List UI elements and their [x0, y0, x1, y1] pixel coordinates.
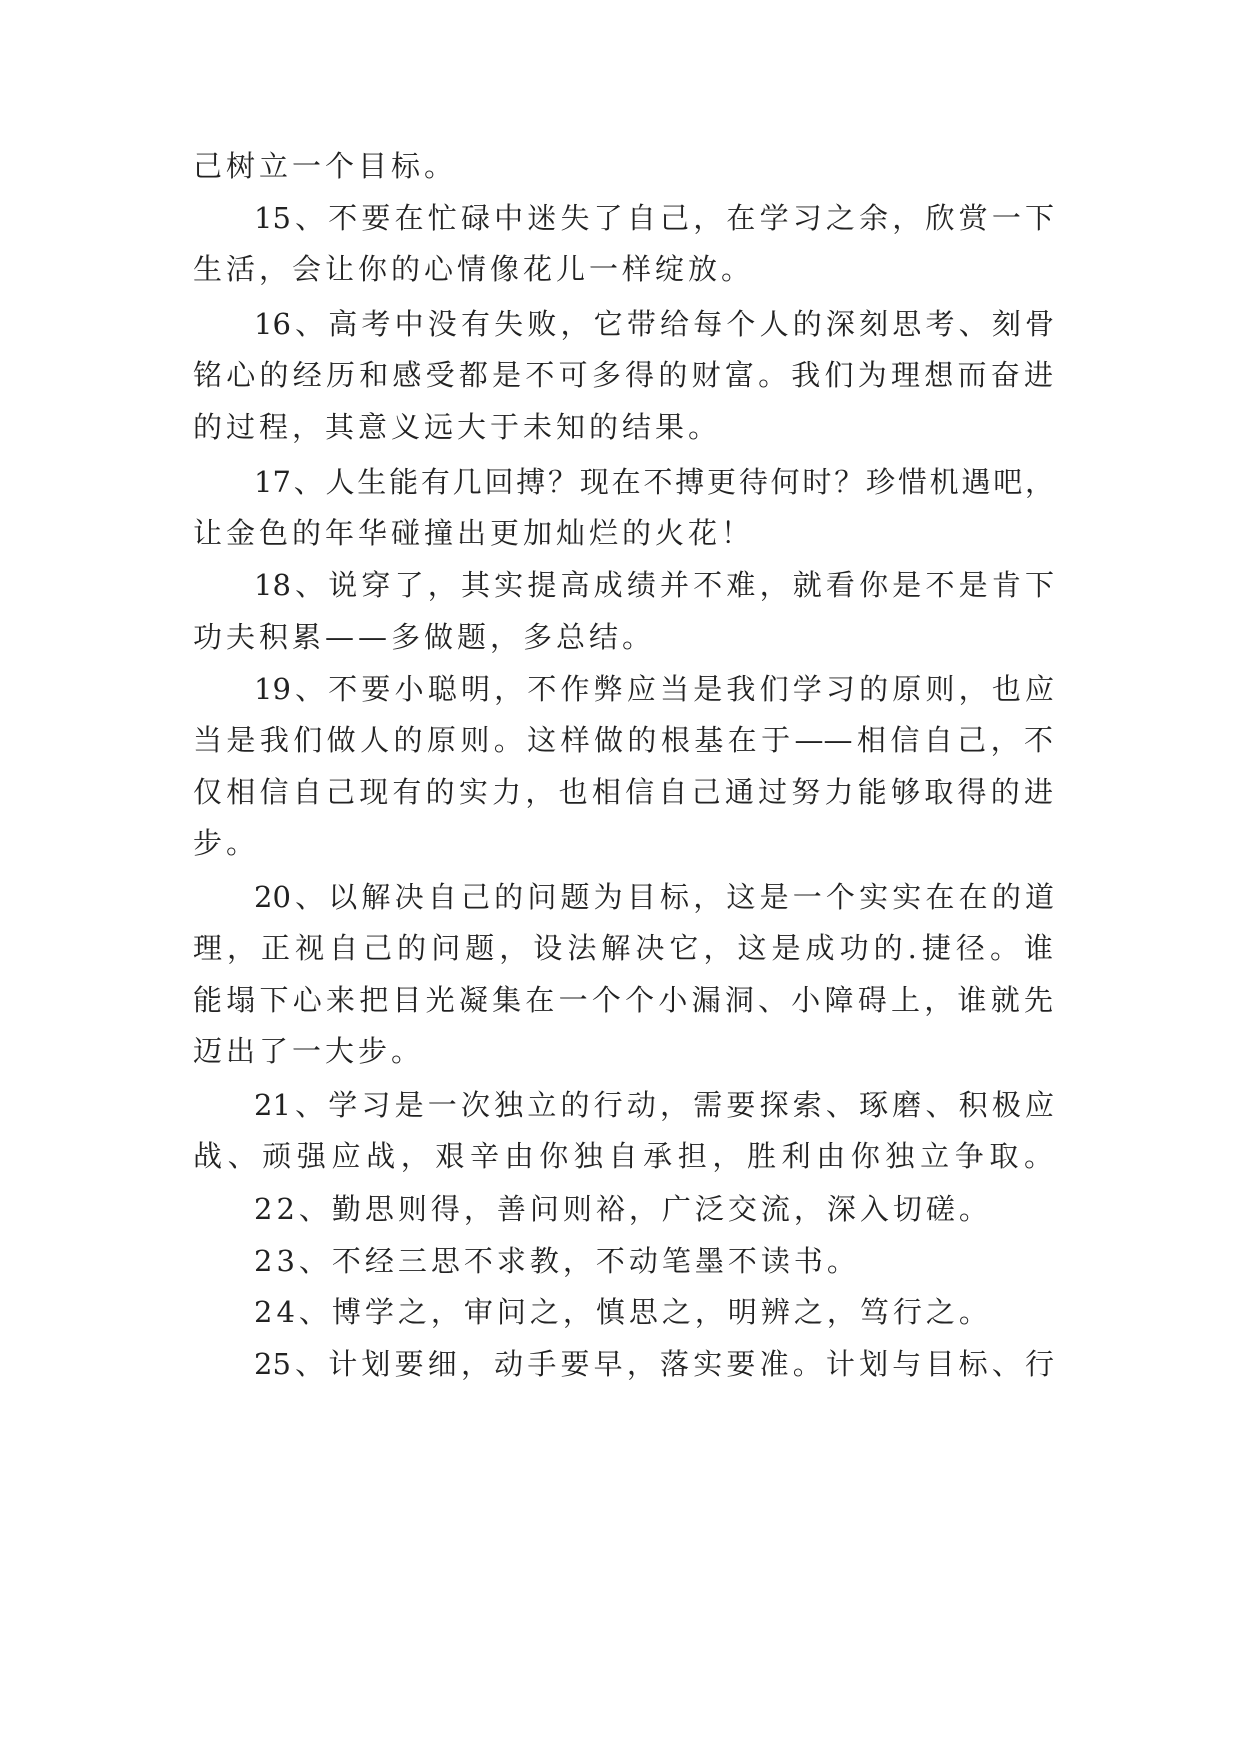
text-line: 仅相信自己现有的实力，也相信自己通过努力能够取得的进	[193, 775, 1053, 809]
text-line: 生活，会让你的心情像花儿一样绽放。	[193, 252, 755, 286]
text-line: 当是我们做人的原则。这样做的根基在于——相信自己，不	[193, 723, 1053, 757]
text-line: 16、高考中没有失败，它带给每个人的深刻思考、刻骨	[254, 307, 1054, 341]
text-line: 17、人生能有几回搏？现在不搏更待何时？珍惜机遇吧，	[254, 465, 1054, 499]
text-line: 能塌下心来把目光凝集在一个个小漏洞、小障碍上，谁就先	[193, 983, 1053, 1017]
text-line: 23、不经三思不求教，不动笔墨不读书。	[254, 1244, 860, 1278]
text-line: 15、不要在忙碌中迷失了自己，在学习之余，欣赏一下	[254, 201, 1054, 235]
text-line: 18、说穿了，其实提高成绩并不难，就看你是不是肯下	[254, 568, 1054, 602]
text-line: 19、不要小聪明，不作弊应当是我们学习的原则，也应	[254, 672, 1054, 706]
text-line: 24、博学之，审问之，慎思之，明辨之，笃行之。	[254, 1295, 992, 1329]
text-line: 20、以解决自己的问题为目标，这是一个实实在在的道	[254, 880, 1054, 914]
text-line: 25、计划要细，动手要早，落实要准。计划与目标、行	[254, 1347, 1054, 1381]
text-line: 迈出了一大步。	[193, 1034, 425, 1068]
text-line: 理，正视自己的问题，设法解决它，这是成功的.捷径。谁	[193, 931, 1053, 965]
text-line: 21、学习是一次独立的行动，需要探索、琢磨、积极应	[254, 1088, 1054, 1122]
text-line: 己树立一个目标。	[193, 149, 458, 183]
text-line: 铭心的经历和感受都是不可多得的财富。我们为理想而奋进	[193, 358, 1053, 392]
text-line: 战、顽强应战，艰辛由你独自承担，胜利由你独立争取。	[193, 1139, 1053, 1173]
text-line: 步。	[193, 826, 260, 860]
text-line: 22、勤思则得，善问则裕，广泛交流，深入切磋。	[254, 1192, 992, 1226]
text-line: 功夫积累——多做题，多总结。	[193, 620, 656, 654]
text-line: 让金色的年华碰撞出更加灿烂的火花！	[193, 516, 755, 550]
text-line: 的过程，其意义远大于未知的结果。	[193, 410, 722, 444]
